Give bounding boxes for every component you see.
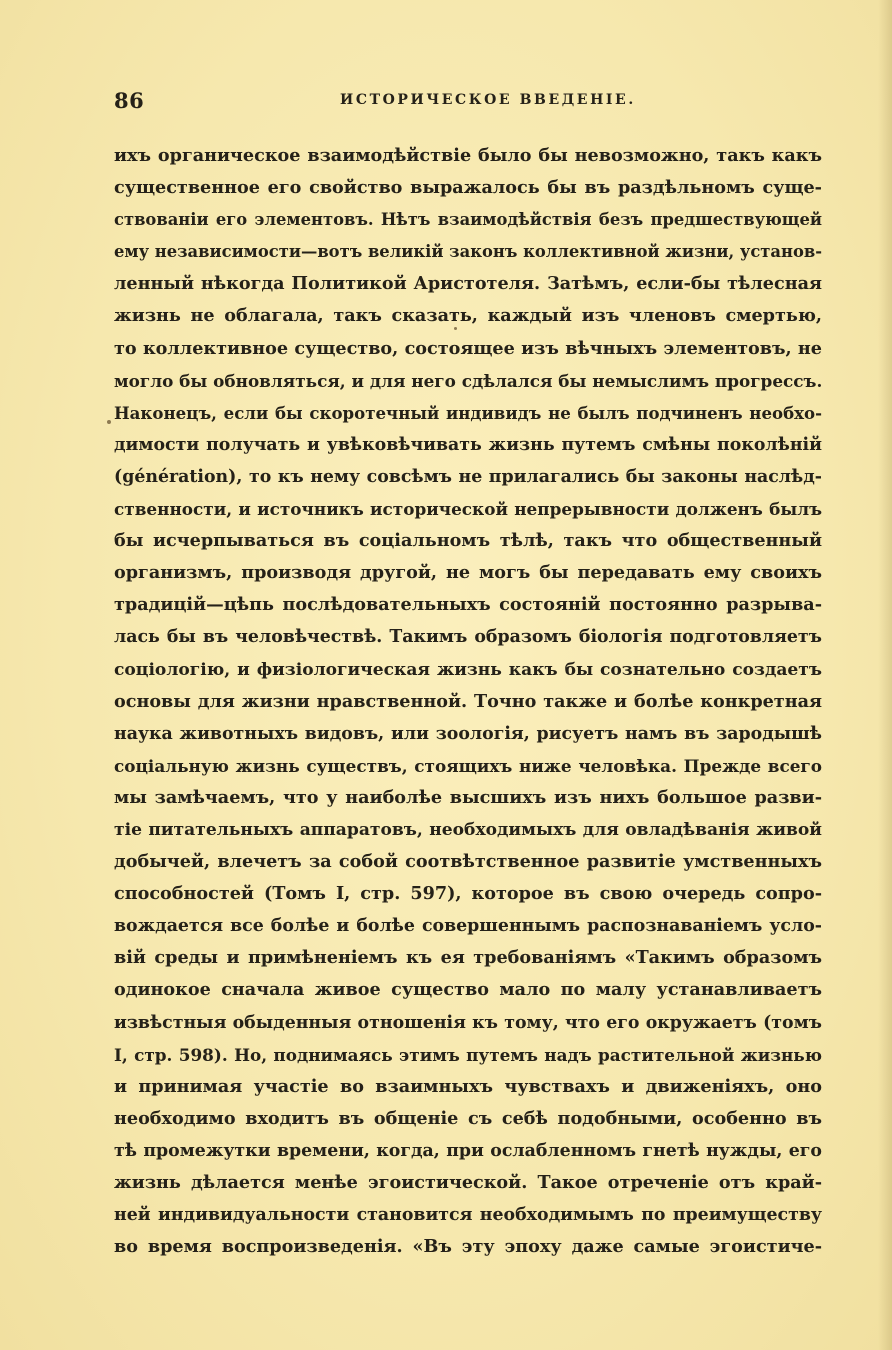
text-line: ствованіи его элементовъ. Нѣтъ взаимодѣйствія безъ предшествующей xyxy=(114,210,822,230)
text-line: извѣстныя обыденныя отношенія къ тому, что его окружаетъ (томъ xyxy=(114,1012,822,1033)
text-line: то коллективное существо, состоящее изъ вѣчныхъ элементовъ, не xyxy=(114,337,822,359)
text-line: вій среды и примѣненіемъ къ ея требованіямъ «Такимъ образомъ xyxy=(114,947,822,969)
text-line: наука животныхъ видовъ, или зоологія, рисуетъ намъ въ зародышѣ xyxy=(114,723,822,744)
text-line: основы для жизни нравственной. Точно также и болѣе конкретная xyxy=(114,690,822,712)
page-number: 86 xyxy=(114,88,145,113)
text-line: вождается все болѣе и болѣе совершеннымъ распознаваніемъ усло- xyxy=(114,916,822,937)
text-line: способностей (Томъ I, стр. 597), которое въ свою очередь сопро- xyxy=(114,883,822,905)
text-line: тіе питательныхъ аппаратовъ, необходимыхъ для овладѣванія живой xyxy=(114,819,822,840)
text-line: ственности, и источникъ исторической непрерывности долженъ былъ xyxy=(114,499,822,520)
text-line: традицій—цѣпь послѣдовательныхъ состояній постоянно разрыва- xyxy=(114,594,822,616)
text-line: соціологію, и физіологическая жизнь какъ бы сознательно создаетъ xyxy=(114,659,822,680)
page-header xyxy=(114,88,822,116)
text-line: соціальную жизнь существъ, стоящихъ ниже человѣка. Прежде всего xyxy=(114,755,822,776)
text-line: добычей, влечетъ за собой соотвѣтственное развитіе умственныхъ xyxy=(114,851,822,873)
text-line: могло бы обновляться, и для него сдѣлался бы немыслимъ прогрессъ. xyxy=(114,370,822,391)
text-line: лась бы въ человѣчествѣ. Такимъ образомъ біологія подготовляетъ xyxy=(114,627,822,648)
text-line: (génération), то къ нему совсѣмъ не прилагались бы законы наслѣд- xyxy=(114,466,822,487)
page-edge-shadow xyxy=(878,0,892,1350)
text-line: существенное его свойство выражалось бы въ раздѣльномъ суще- xyxy=(114,177,822,199)
text-line: димости получать и увѣковѣчивать жизнь путемъ смѣны поколѣній xyxy=(114,434,822,455)
text-line: ихъ органическое взаимодѣйствіе было бы невозможно, такъ какъ xyxy=(114,145,822,166)
text-line: и принимая участіе во взаимныхъ чувствахъ и движеніяхъ, оно xyxy=(114,1075,822,1097)
running-head: ИСТОРИЧЕСКОЕ ВВЕДЕНІЕ. xyxy=(340,92,636,108)
text-line: I, стр. 598). Но, поднимаясь этимъ путемъ надъ растительной жизнью xyxy=(114,1044,822,1065)
text-line: ему независимости—вотъ великій законъ коллективной жизни, установ- xyxy=(114,242,822,262)
text-line: ленный нѣкогда Политикой Аристотеля. Затѣмъ, если-бы тѣлесная xyxy=(114,273,822,295)
body-text xyxy=(114,140,822,1263)
text-line: ней индивидуальности становится необходимымъ по преимуществу xyxy=(114,1205,822,1226)
text-line: во время воспроизведенія. «Въ эту эпоху даже самые эгоистиче- xyxy=(114,1236,822,1258)
text-line: жизнь дѣлается менѣе эгоистической. Такое отреченіе отъ край- xyxy=(114,1172,822,1193)
text-line: жизнь не облагала, такъ сказать, каждый изъ членовъ смертью, xyxy=(114,305,822,327)
text-line: одинокое сначала живое существо мало по малу устанавливаетъ xyxy=(114,979,822,1001)
text-line: мы замѣчаемъ, что у наиболѣе высшихъ изъ нихъ большое разви- xyxy=(114,786,822,808)
text-line: бы исчерпываться въ соціальномъ тѣлѣ, такъ что общественный xyxy=(114,530,822,552)
text-line: организмъ, производя другой, не могъ бы передавать ему своихъ xyxy=(114,562,822,584)
text-line: необходимо входитъ въ общеніе съ себѣ подобными, особенно въ xyxy=(114,1107,822,1129)
paper-speck xyxy=(107,420,111,424)
text-line: тѣ промежутки времени, когда, при ослабленномъ гнетѣ нужды, его xyxy=(114,1140,822,1161)
text-line: Наконецъ, если бы скоротечный индивидъ не былъ подчиненъ необхо- xyxy=(114,402,822,423)
paper-speck xyxy=(454,327,457,330)
